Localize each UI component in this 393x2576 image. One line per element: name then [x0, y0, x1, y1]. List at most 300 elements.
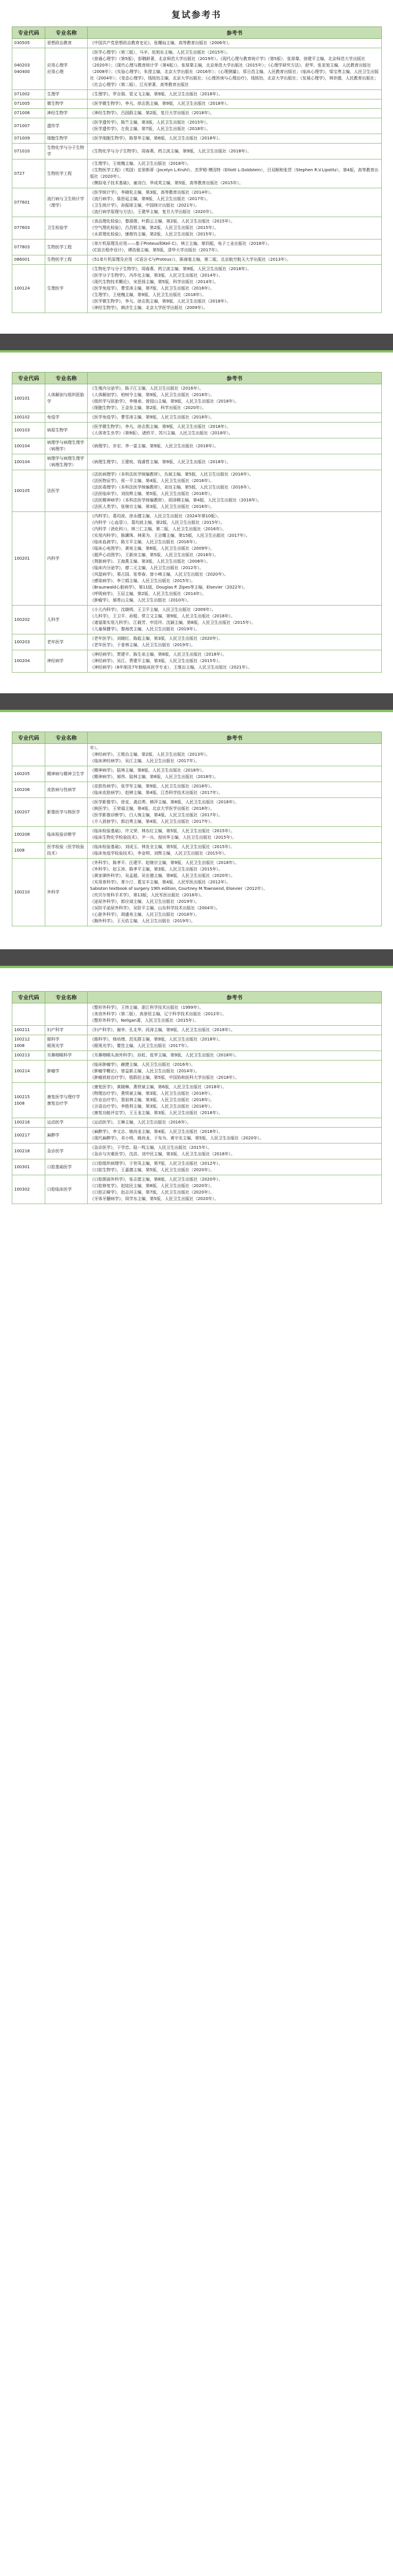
table-row [12, 1083, 382, 1118]
header-code: 专业代码 [12, 992, 45, 1003]
header-name: 专业名称 [45, 27, 88, 39]
book-entry: 《胸外科学》，王天佑主编，人民卫生出版社（2019年）。 [90, 919, 195, 923]
program-name: 急诊医学 [45, 1144, 88, 1159]
program-name: 生理医学 [45, 265, 88, 313]
program-code: 100206 [12, 782, 45, 798]
program-name: 免疫学 [45, 413, 88, 423]
reference-books [88, 606, 382, 634]
table-row [12, 240, 382, 255]
book-entry: 《皮肤性病学》，张学军主编，第9版，人民卫生出版社（2018年）。 [90, 784, 215, 789]
header-code: 专业代码 [12, 27, 45, 39]
book-entry: 《神经病学》（8年制及7年制临床医学专业），王维治主编，人民卫生出版社（2021年）。 [90, 665, 252, 670]
book-entry: 《人体解剖学》，柏树令主编，第9版，人民卫生出版社（2018年）。 [90, 393, 215, 397]
book-entry: 《实用内科学》，陈灏珠、林果为、王吉耀主编，第15版，人民卫生出版社（2017年）。 [90, 533, 250, 538]
book-entry: 《妇产科学》，谢幸、孔北华、段涛主编，第9版，人民卫生出版社（2018年）。 [90, 1028, 235, 1032]
table-row [12, 766, 382, 782]
header-books: 参考书 [88, 373, 382, 384]
program-code: 100210 [12, 859, 45, 926]
book-entry: 《病理学》，步宏、李一雷主编，第9版，人民卫生出版社（2018年）。 [90, 443, 219, 448]
reference-books [88, 255, 382, 265]
book-entry: 《医学心理学》（第三版），马辛、赵旭东主编，人民卫生出版社（2015年）。 [90, 50, 231, 55]
program-name: 法医学 [45, 470, 88, 512]
table-row [12, 90, 382, 99]
program-name: 麻醉学 [45, 1128, 88, 1144]
table-row [12, 118, 382, 134]
book-entry: 《眼视光学》，瞿佳主编，人民卫生出版社（2017年）。 [90, 1043, 191, 1048]
book-entry: 《医学微生物学》，李凡、徐志凯主编，第9版，人民卫生出版社（2018年）。 [90, 424, 231, 429]
table-row [12, 650, 382, 673]
page-divider-bar [0, 334, 393, 353]
program-code: 086001 [12, 255, 45, 265]
page-divider-bar [0, 949, 393, 968]
program-code: 071002 [12, 90, 45, 99]
book-entry: 《中国共产党思想政治教育史论》，张耀灿主编，高等教育出版社（2006年）。 [90, 41, 232, 45]
program-code: 100204 [12, 650, 45, 673]
reference-books [88, 827, 382, 843]
program-code: 100218 [12, 1144, 45, 1159]
book-entry: 《整形外科学》，Neligan著，人民卫生出版社（2015年）。 [90, 1018, 199, 1023]
book-entry: 《临床血液学》，陈方平主编，人民卫生出版社（2016年）。 [90, 540, 199, 544]
reference-books [88, 1083, 382, 1118]
table-row [12, 255, 382, 265]
book-entry: 《言语治疗学》，李胜利主编，第3版，人民卫生出版社（2018年）。 [90, 1104, 215, 1109]
book-entry: 《口腔颌面外科学》，张志愿主编，第8版，人民卫生出版社（2020年）。 [90, 1177, 223, 1182]
table-header-row [12, 732, 382, 744]
program-code: 071007 [12, 118, 45, 134]
program-name: 生物化学与分子生物学 [45, 144, 88, 159]
reference-table [12, 991, 382, 1204]
reference-books [88, 512, 382, 606]
book-entry: 《生理学》，王庭槐主编，人民卫生出版社（2018年）。 [90, 161, 191, 166]
book-entry: 《肿瘤学概论》，曾益新主编，人民卫生出版社（2014年）。 [90, 1069, 199, 1073]
book-entry: 《生物化学与分子生物学》，周春燕、药立波主编，第9版，人民卫生出版社（2018年）。 [90, 148, 252, 154]
program-name: 微生物学 [45, 99, 88, 109]
table-row [12, 1118, 382, 1128]
reference-books [88, 798, 382, 827]
program-code: 077803 [12, 240, 45, 255]
program-code: 100203 [12, 634, 45, 650]
document-page [0, 0, 393, 1204]
book-entry: 《医学遗传学》，陈竺主编，第3版，人民卫生出版社（2015年）。 [90, 120, 211, 125]
page-separator [0, 313, 393, 372]
book-entry: 《医学免疫学》，曹雪涛主编，第7版，人民卫生出版社（2018年）。 [90, 286, 215, 291]
reference-books [88, 118, 382, 134]
book-entry: 《医学分子生物学》，冯作化主编，第3版，人民卫生出版社（2014年）。 [90, 273, 223, 278]
reference-books [88, 39, 382, 48]
reference-books [88, 1026, 382, 1035]
book-entry: 《单片机原理及应用——基于Proteus和Keil C》，林立主编，第四版，电子工业出版社（2018年）。 [90, 241, 272, 246]
book-entry: 《口腔组织病理学》，于世凤主编，第7版，人民卫生出版社（2012年）。 [90, 1161, 223, 1166]
program-code: 071006 [12, 109, 45, 118]
book-entry: 《外科学》，陈孝平、汪建平、赵继宗主编，第9版，人民卫生出版社（2018年）。 [90, 860, 239, 865]
book-entry: 《医学遗传学》，左伋主编，第7版，人民卫生出版社（2018年）。 [90, 127, 211, 131]
program-name: 思想政治教育 [45, 39, 88, 48]
reference-books [88, 650, 382, 673]
book-entry: 《法医物证学》，侯一平主编，第4版，人民卫生出版社（2016年）。 [90, 478, 215, 483]
reference-books [88, 99, 382, 109]
table-row [12, 384, 382, 413]
book-entry: 《现代麻醉学》，邓小明、姚尚龙、于布为、黄宇光主编，第5版，人民卫生出版社（2020年）。 [90, 1136, 264, 1141]
book-entry: 《美容外科学》（第二版），高景恒主编，辽宁科学技术出版社（2012年）。 [90, 1012, 227, 1016]
book-entry: 《食品理化检验》，黎源倩、叶蔚云主编，第2版，人民卫生出版社（2015年）。 [90, 219, 235, 224]
book-entry: 《法医临床学》，刘技辉主编，第5版，人民卫生出版社（2016年）。 [90, 491, 215, 496]
program-code: 100211 [12, 1026, 45, 1035]
program-code [12, 744, 45, 766]
reference-books [88, 134, 382, 144]
reference-books [88, 859, 382, 926]
reference-books [88, 782, 382, 798]
book-entry: 《神经病学》，贾建平、陈生弟主编，第8版，人民卫生出版社（2018年）。 [90, 652, 227, 657]
program-name: 遗传学 [45, 118, 88, 134]
reference-books [88, 265, 382, 313]
reference-table [12, 372, 382, 673]
program-code: 077601 [12, 188, 45, 217]
table-row [12, 827, 382, 843]
header-name: 专业名称 [45, 732, 88, 744]
table-row [12, 217, 382, 240]
book-entry: 《医学免疫学》，曹雪涛主编，第9版，人民卫生出版社（2018年）。 [90, 415, 215, 420]
book-entry: 《法医人类学》，张继宗主编，第3版，人民卫生出版社（2016年）。 [90, 504, 215, 509]
book-entry: 《精神病学》，陆林主编，第8版，人民卫生出版社（2018年）。 [90, 768, 207, 773]
table-row [12, 1026, 382, 1035]
program-name: 应用心理学 应用心理 [45, 48, 88, 90]
book-entry: 《肾脏病学》，王海燕主编，第3版，人民卫生出版社（2008年）。 [90, 559, 211, 564]
reference-books [88, 188, 382, 217]
table-row [12, 265, 382, 313]
book-entry: 《物理治疗学》，燕铁斌主编，第3版，人民卫生出版社（2018年）。 [90, 1091, 215, 1096]
table-row [12, 512, 382, 606]
program-code: 0727 [12, 159, 45, 188]
book-entry: 《小儿内科学》，沈晓明、王卫平主编，人民卫生出版社（2009年）。 [90, 607, 216, 612]
book-entry: 《吴阶平泌尿外科学》，吴阶平主编，山东科学技术出版社（2004年）。 [90, 906, 220, 910]
header-books: 参考书 [88, 992, 382, 1003]
table-header-row [12, 373, 382, 384]
reference-books [88, 634, 382, 650]
table-row [12, 1144, 382, 1159]
reference-books [88, 766, 382, 782]
table-row [12, 744, 382, 766]
book-entry: 《感染病学》，李兰娟主编，人民卫生出版社（2015年）。 [90, 579, 195, 583]
book-entry: 《模拟电子技术基础》，童诗白、华成英主编，第5版，高等教育出版社（2015年）。 [90, 181, 244, 185]
table-row [12, 1051, 382, 1061]
program-code [12, 1003, 45, 1026]
reference-books [88, 1051, 382, 1061]
book-entry: 《临床生物化学检验技术》，尹一兵、倪培华主编，人民卫生出版社（2015年）。 [90, 835, 237, 840]
table-row [12, 1035, 382, 1051]
table-row [12, 1159, 382, 1175]
program-name: 外科学 [45, 859, 88, 926]
reference-books [88, 413, 382, 423]
reference-books [88, 240, 382, 255]
book-entry: 《普通心理学》（第5版），彭聃龄著，北京师范大学出版社（2019年）。《现代心理与教育统计学》（第5版），张厚粲、徐建平主编，北京师范大学出版社（2020年）；《现代心理与教育统计学（第4版）》，张厚粲主编，北京师范大学出版社（2015年）；《心理学研究方法》，舒华，张亚旭主编，人民教育出版社（2008年）；《实验心理学》，朱滢主编，北京大学出版社（2016年）；《心理测量》，郑日昌主编，人民教育出版社；《临床心理学》，梁宝勇主编，人民卫生出版社（2004年）；《变态心理学》，钱铭怡主编，北京大学出版社；《心理咨询与心理治疗》，钱铭怡，北京大学出版社；《发展心理学》，林崇德，人民教育出版社；《社会心理学》（第二版），江光荣著，高等教育出版社 [90, 56, 379, 87]
reference-books [88, 744, 382, 766]
table-row [12, 39, 382, 48]
book-entry: 《儿童保健学》，黎海芪主编，人民卫生出版社（2019年）。 [90, 627, 199, 631]
table-row [12, 144, 382, 159]
program-name: 临床检验诊断学 [45, 827, 88, 843]
header-books: 参考书 [88, 732, 382, 744]
program-name: 流行病与卫生统计学（理学） [45, 188, 88, 217]
book-entry: 《儿科学》，王卫平、孙锟、常立文主编，第9版，人民卫生出版社（2018年）。 [90, 614, 235, 619]
program-code: 071005 [12, 99, 45, 109]
book-entry: 《生物医学工程》（英国）克里斯蒂（Jocelyn L.Kruhl）、杰罗姆·博因特（Elliott L.Goldstein），吕双顺和张晋（Stephen R.V.Lipstitz），第4版，高等教育出版社（2020年）。 [90, 168, 379, 179]
reference-books [88, 1175, 382, 1204]
document-title: 复试参考书 [171, 9, 222, 20]
program-code: 100215 1008 [12, 1083, 45, 1118]
page-divider-bar [0, 693, 393, 712]
reference-books [88, 454, 382, 470]
program-name: 皮肤病与性病学 [45, 782, 88, 798]
book-entry: 《医学微生物学》，李凡、徐志凯主编，第9版，人民卫生出版社（2018年）。 [90, 299, 231, 304]
program-name: 老年医学 [45, 634, 88, 650]
program-code: 100207 [12, 798, 45, 827]
reference-books [88, 843, 382, 859]
reference-books [88, 1128, 382, 1144]
program-code: 100201 [12, 512, 45, 606]
program-code: 100212 1008 [12, 1035, 45, 1051]
reference-books [88, 144, 382, 159]
book-entry: 《临床内分泌学》，廖二元主编，人民卫生出版社（2012年）。 [90, 566, 204, 570]
book-entry: 《坎贝尔骨科手术学》，第13版，人民军医出版社（2018年）。 [90, 893, 205, 898]
program-name: 精神病与精神卫生学 [45, 766, 88, 782]
program-name: 眼科学 眼视光学 [45, 1035, 88, 1051]
book-entry: 《生理学》，罗自强、管又飞主编，第9版，人民卫生出版社（2018年）。 [90, 92, 223, 97]
table-row [12, 606, 382, 634]
book-entry: 《介入放射学》，郭启勇主编，第4版，人民卫生出版社（2017年）。 [90, 819, 215, 824]
book-entry: 《神经生物学》，吕国蔚主编，第2版，复旦大学出版社（2018年）。 [90, 111, 215, 115]
table-row [12, 438, 382, 454]
program-name: 肿瘤学 [45, 1061, 88, 1083]
book-entry: 《风湿病学》，栗占国、张奉春、曾小峰主编，人民卫生出版社（2020年）。 [90, 572, 228, 577]
book-entry: 《口腔生物学》，王嘉德主编，第5版，人民卫生出版社（2020年）。 [90, 1168, 215, 1172]
reference-books [88, 423, 382, 438]
table-header-row [12, 27, 382, 39]
program-code: 100103 [12, 423, 45, 438]
table-row [12, 798, 382, 827]
program-name: 细胞生物学 [45, 134, 88, 144]
header-name: 专业名称 [45, 992, 88, 1003]
page-separator [0, 926, 393, 991]
program-name: 影像医学与核医学 [45, 798, 88, 827]
program-code: 100104 [12, 438, 45, 454]
book-entry: 《麻醉学》，李文志、姚尚龙主编，第4版，人民卫生出版社（2018年）。 [90, 1129, 223, 1134]
program-name: 医学检验（医学检验技术） [45, 843, 88, 859]
table-row [12, 470, 382, 512]
program-name: 病理学与病理生理学（病理生理学） [45, 454, 88, 470]
book-entry: 《耳鼻咽喉头颈外科学》，孙虹、张罗主编，第9版，人民卫生出版社（2018年）。 [90, 1053, 239, 1058]
book-entry: 《现代生物技术概论》，宋思扬主编，第5版，科学出版社（2014年）。 [90, 280, 219, 284]
book-entry: 《医学影像诊断学》，白人驹主编，第4版，人民卫生出版社（2017年）。 [90, 813, 223, 817]
program-code: 040203 040400 [12, 48, 45, 90]
book-entry: 《超声心动图学》，王新房主编，第5版，人民卫生出版社（2016年）。 [90, 553, 219, 557]
book-entry: 年）。 [90, 746, 101, 750]
reference-books [88, 438, 382, 454]
program-name: 神经病学 [45, 650, 88, 673]
program-code: 100105 [12, 470, 45, 512]
reference-books [88, 1118, 382, 1128]
book-entry: 《法医精神病学》（本科法医学统编教材），胡泽卿主编，第4版，人民卫生出版社（2016年）。 [90, 498, 262, 503]
program-name: 儿科学 [45, 606, 88, 634]
book-entry: 《整形外科学》，王炜主编，浙江科学技术出版社（1999年）。 [90, 1005, 204, 1010]
program-code: 1008 [12, 843, 45, 859]
book-entry: 《医学统计学》，李晓松主编，第3版，高等教育出版社（2014年）。 [90, 190, 215, 195]
table-row [12, 109, 382, 118]
reference-sections [0, 26, 393, 1204]
program-name: 生理学 [45, 90, 88, 99]
table-row [12, 99, 382, 109]
program-name: 口腔基础医学 [45, 1159, 88, 1175]
reference-books [88, 48, 382, 90]
reference-books [88, 1035, 382, 1051]
book-entry: 《心脏外科学》，胡盛寿主编，人民卫生出版社（2018年）。 [90, 912, 199, 917]
book-entry: 《Braunwald心脏病学》，第11版，Douglas P. Zipes等主编，Elsevier（2022年）。 [90, 585, 248, 590]
book-entry: 《水质理化检验》，康维钧主编，第2版，人民卫生出版社（2015年）。 [90, 232, 219, 237]
header-code: 专业代码 [12, 373, 45, 384]
book-entry: 《眼科学》，杨培增、范先群主编，第9版，人民卫生出版社（2018年）。 [90, 1037, 223, 1042]
book-entry: 《临床心电图学》，黄宛主编，第6版，人民卫生出版社（2009年）。 [90, 546, 215, 551]
program-code: 100216 [12, 1118, 45, 1128]
program-name: 生物医学工程 [45, 159, 88, 188]
program-code: 100301 [12, 1159, 45, 1175]
reference-table [12, 732, 382, 926]
book-entry: 《临床神经病学》，吴江主编，人民卫生出版社（2017年）。 [90, 759, 199, 763]
book-entry: 《诸福棠实用儿科学》，江载芳、申昆玲、沈颖主编，第8版，人民卫生出版社（2015年）。 [90, 620, 256, 625]
program-name: 生物医学工程 [45, 240, 88, 255]
book-entry: 《康复医学》，黄晓琳、燕铁斌主编，第6版，人民卫生出版社（2018年）。 [90, 1085, 227, 1089]
book-entry: 《泌尿外科学》，郭应禄主编，人民卫生出版社（2019年）。 [90, 899, 199, 904]
program-name [45, 744, 88, 766]
program-code: 077603 [12, 217, 45, 240]
book-entry: 《医学细胞生物学》，陈誉华主编，第6版，人民卫生出版社（2018年）。 [90, 136, 223, 141]
book-entry: 《口腔正畸学》，赵志河主编，第7版，人民卫生出版社（2020年）。 [90, 1190, 215, 1195]
reference-books [88, 1061, 382, 1083]
reference-books [88, 1159, 382, 1175]
program-name: 妇产科学 [45, 1026, 88, 1035]
reference-books [88, 1003, 382, 1026]
book-entry: 《细胞生物学》，王金发主编，第2版，科学出版社（2020年）。 [90, 405, 207, 410]
book-entry: 《内科学》，葛均波、徐永健主编，人民卫生出版社（2024年第10版）。 [90, 514, 221, 518]
book-entry: 《内科学（消化科）》，林三仁主编，第二版，人民卫生出版社（2016年）。 [90, 527, 227, 531]
reference-books [88, 159, 382, 188]
table-row [12, 413, 382, 423]
book-entry: 《临床皮肤病学》，赵辨主编，第4版，江苏科学技术出版社（2017年）。 [90, 790, 223, 795]
reference-books [88, 90, 382, 99]
program-code: 100124 [12, 265, 45, 313]
book-entry: 《神经生物学》，韩济生主编，北京大学医学出版社（2009年）。 [90, 305, 208, 310]
table-row [12, 1128, 382, 1144]
book-entry: 《C语言程序设计》，谭浩强主编，第5版，清华大学出版社（2017年）。 [90, 248, 222, 252]
book-entry: 《生殖内分泌学》，陈子江主编，人民卫生出版社（2016年）。 [90, 386, 204, 391]
program-code: 100104 [12, 454, 45, 470]
program-name: 人体解剖与组织胚胎学 [45, 384, 88, 413]
book-entry: Sabiston textbook of surgery 19th edition, Courtney M.Townsend, Elsevier（2012年）。 [90, 886, 268, 891]
book-entry: 《病理生理学》，王建枝、钱睿哲主编，第9版，人民卫生出版社（2018年）。 [90, 459, 231, 464]
book-entry: 《法医毒理学》（本科法医学统编教材），刘良主编，第5版，人民卫生出版社（2016年）。 [90, 485, 254, 490]
book-entry: 《神经病学》，吴江、贾建平主编，第3版，人民卫生出版社（2015年）。 [90, 659, 223, 663]
program-name: 病理学与病理生理学（病理学） [45, 438, 88, 454]
book-entry: 《作业治疗学》，窦祖林主编，第3版，人民卫生出版社（2018年）。 [90, 1098, 215, 1102]
table-row [12, 188, 382, 217]
program-code: 071009 [12, 134, 45, 144]
program-name: 卫生检验学 [45, 217, 88, 240]
table-row [12, 843, 382, 859]
table-row [12, 1003, 382, 1026]
table-row [12, 634, 382, 650]
table-row [12, 1175, 382, 1204]
program-code: 071010 [12, 144, 45, 159]
reference-table [12, 26, 382, 313]
book-entry: 《生理学》，王庭槐主编，第9版，人民卫生出版社（2018年）。 [90, 292, 207, 297]
book-entry: 《外科学》，赵玉沛、陈孝平主编，第3版，人民卫生出版社（2015年）。 [90, 867, 223, 872]
program-name: 耳鼻咽喉科学 [45, 1051, 88, 1061]
book-entry: 《核医学》，王荣福主编，第4版，北京大学医学出版社（2018年）。 [90, 806, 215, 811]
program-name [45, 1003, 88, 1026]
reference-books [88, 217, 382, 240]
table-row [12, 859, 382, 926]
program-name: 口腔临床医学 [45, 1175, 88, 1204]
book-entry: 《人体寄生虫学》（第9版），诸欣平、苏川主编，人民卫生出版社（2018年）。 [90, 431, 233, 436]
header-name: 专业名称 [45, 373, 88, 384]
book-entry: 《精神病学》，郝伟、陆林主编，第8版，人民卫生出版社（2018年）。 [90, 775, 219, 779]
table-row [12, 1061, 382, 1083]
book-entry: 《临床检验基础》，许文荣、林东红主编，第5版，人民卫生出版社（2015年）。 [90, 829, 235, 833]
table-row [12, 134, 382, 144]
reference-books [88, 109, 382, 118]
program-code: 100205 [12, 766, 45, 782]
book-entry: 《临床检验基础》，刘成玉、林发全主编，第5版，人民卫生出版社（2015年）。 [90, 845, 235, 849]
table-row [12, 454, 382, 470]
table-header-row [12, 992, 382, 1003]
book-entry: 《老年医学》，于普林主编，人民卫生出版社（2019年）。 [90, 643, 195, 647]
book-entry: 《呼吸病学》，王辰主编，第2版，人民卫生出版社（2014年）。 [90, 591, 207, 596]
program-code: 100101 [12, 384, 45, 413]
book-entry: 《急诊与灾难医学》，沈洪、刘中民主编，第3版，人民卫生出版社（2018年）。 [90, 1152, 235, 1156]
reference-books [88, 1144, 382, 1159]
program-code: 030505 [12, 39, 45, 48]
table-row [12, 423, 382, 438]
book-entry: 《急诊医学》，于学忠、陆一鸣主编，人民卫生出版社（2015年）。 [90, 1145, 212, 1150]
book-entry: 《流行病学》，詹思延主编，第9版，人民卫生出版社（2017年）。 [90, 197, 211, 201]
program-code: 100217 [12, 1128, 45, 1144]
program-code: 100102 [12, 413, 45, 423]
book-entry: 《医学影像学》，徐克、龚启勇、韩萍主编，第8版，人民卫生出版社（2018年）。 [90, 800, 239, 805]
book-entry: 《内科学（心血管）》，葛均波主编，第2版，人民卫生出版社（2015年）。 [90, 520, 225, 525]
book-entry: 《组织学与胚胎学》，李继承、曾园山主编，第9版，人民卫生出版社（2018年）。 [90, 399, 239, 404]
table-row [12, 782, 382, 798]
program-name: 内科学 [45, 512, 88, 606]
program-code: 100213 [12, 1051, 45, 1061]
header-books: 参考书 [88, 27, 382, 39]
book-entry: 《法医病理学》（本科法医学统编教材），丛斌主编，第5版，人民卫生出版社（2016年）。 [90, 472, 254, 477]
book-entry: 《牙体牙髓病学》，周学东主编，第5版，人民卫生出版社（2020年）。 [90, 1196, 219, 1201]
reference-books [88, 470, 382, 512]
book-entry: 《肿瘤学》，郝希山主编，人民卫生出版社（2010年）。 [90, 598, 191, 603]
book-entry: 《实用骨科学》，胥少汀、葛宝丰主编，第4版，人民军医出版社（2012年）。 [90, 880, 231, 885]
book-entry: 《老年医学》，刘晓红、陈彪主编，第3版，人民卫生出版社（2020年）。 [90, 636, 223, 641]
book-entry: 《临床免疫学检验技术》，李金明、刘辉主编，人民卫生出版社（2015年）。 [90, 851, 228, 856]
program-name: 病原生物学 [45, 423, 88, 438]
book-entry: 《51单片机原理及应用（C语言·C与Proteus）》，陈海宴主编，第二版，北京航空航天大学出版社（2013年）。 [90, 257, 291, 262]
page-separator [0, 673, 393, 732]
program-code: 100302 [12, 1175, 45, 1204]
program-code: 100214 [12, 1061, 45, 1083]
book-entry: 《空气理化检验》，吕昌银主编，第2版，人民卫生出版社（2015年）。 [90, 225, 219, 230]
book-entry: 《生物化学与分子生物学》，周春燕、药立波主编，第9版，人民卫生出版社（2018年）。 [90, 267, 252, 271]
header-code: 专业代码 [12, 732, 45, 744]
book-entry: 《康复功能评定学》，王玉龙主编，第3版，人民卫生出版社（2018年）。 [90, 1111, 223, 1115]
book-entry: 《卫生统计学》，孙振球主编，中国统计出版社（2021年）。 [90, 203, 199, 208]
book-entry: 《医学微生物学》，李凡、徐志凯主编，第9版，人民卫生出版社（2018年）。 [90, 101, 231, 106]
